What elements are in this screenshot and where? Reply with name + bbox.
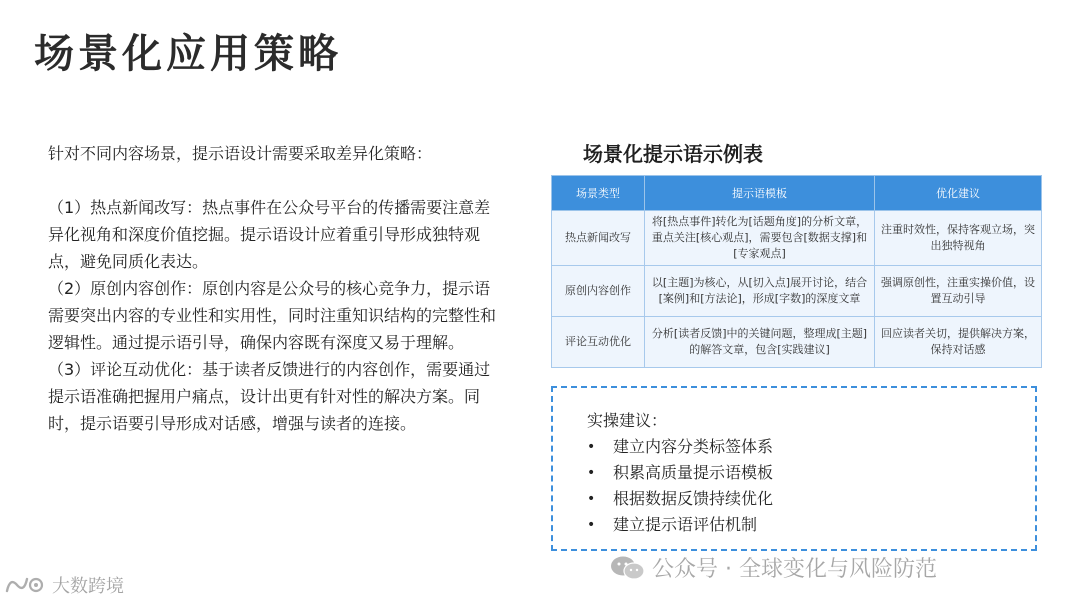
table-row <box>552 211 1042 266</box>
intro-text: 针对不同内容场景，提示语设计需要采取差异化策略： <box>48 144 433 163</box>
list-item <box>587 434 773 460</box>
table-cell: 以[主题]为核心，从[切入点]展开讨论，结合[案例]和[方法论]，形成[字数]的深度文章 <box>645 266 875 317</box>
table-cell: 热点新闻改写 <box>552 211 645 266</box>
watermark <box>610 552 937 583</box>
strategy-item-original: （2）原创内容创作：原创内容是公众号的核心竞争力，提示语需要突出内容的专业性和实用性，同时注重知识结构的完整性和逻辑性。通过提示语引导，确保内容既有深度又易于理解。 <box>48 279 497 352</box>
bullet-icon: • <box>587 439 596 455</box>
list-item <box>587 512 773 538</box>
list-item <box>587 460 773 486</box>
advice-item-text: 积累高质量提示语模板 <box>613 463 774 482</box>
header-prompt-template: 提示语模板 <box>645 176 875 211</box>
practical-advice-box <box>551 386 1037 551</box>
header-scene-type: 场景类型 <box>552 176 645 211</box>
table-title: 场景化提示语示例表 <box>583 142 763 166</box>
advice-list <box>587 434 773 538</box>
table-cell: 评论互动优化 <box>552 317 645 368</box>
table-cell: 注重时效性，保持客观立场，突出独特视角 <box>875 211 1042 266</box>
advice-item-text: 根据数据反馈持续优化 <box>613 489 774 508</box>
bullet-icon: • <box>587 517 596 533</box>
table-row <box>552 266 1042 317</box>
watermark-text: 公众号 · 全球变化与风险防范 <box>652 557 937 582</box>
strategy-description <box>48 140 498 437</box>
bullet-icon: • <box>587 465 596 481</box>
list-item <box>587 486 773 512</box>
spacer <box>48 167 498 194</box>
strategy-item-comment: （3）评论互动优化：基于读者反馈进行的内容创作，需要通过提示语准确把握用户痛点，设计出更有针对性的解决方案。同时，提示语要引导形成对话感，增强与读者的连接。 <box>48 360 491 433</box>
advice-item-text: 建立提示语评估机制 <box>613 515 758 534</box>
table-cell: 分析[读者反馈]中的关键问题，整理成[主题]的解答文章，包含[实践建议] <box>645 317 875 368</box>
prompt-example-table <box>551 175 1042 368</box>
advice-item-text: 建立内容分类标签体系 <box>613 437 774 456</box>
table-row <box>552 317 1042 368</box>
table-cell: 原创内容创作 <box>552 266 645 317</box>
table-cell: 回应读者关切，提供解决方案，保持对话感 <box>875 317 1042 368</box>
strategy-item-hot-news: （1）热点新闻改写：热点事件在公众号平台的传播需要注意差异化视角和深度价值挖掘。提示语设计应着重引导形成独特观点，避免同质化表达。 <box>48 198 491 271</box>
brand-logo <box>4 572 124 598</box>
header-optimization: 优化建议 <box>875 176 1042 211</box>
page-title: 场景化应用策略 <box>34 31 342 77</box>
table-header-row <box>552 176 1042 211</box>
advice-heading: 实操建议： <box>587 411 668 430</box>
table-cell: 强调原创性，注重实操价值，设置互动引导 <box>875 266 1042 317</box>
wechat-icon <box>610 555 646 581</box>
bullet-icon: • <box>587 491 596 507</box>
brand-logo-icon <box>4 574 48 596</box>
brand-logo-text: 大数跨境 <box>52 576 124 597</box>
table-cell: 将[热点事件]转化为[话题角度]的分析文章，重点关注[核心观点]，需要包含[数据支撑]和[专家观点] <box>645 211 875 266</box>
